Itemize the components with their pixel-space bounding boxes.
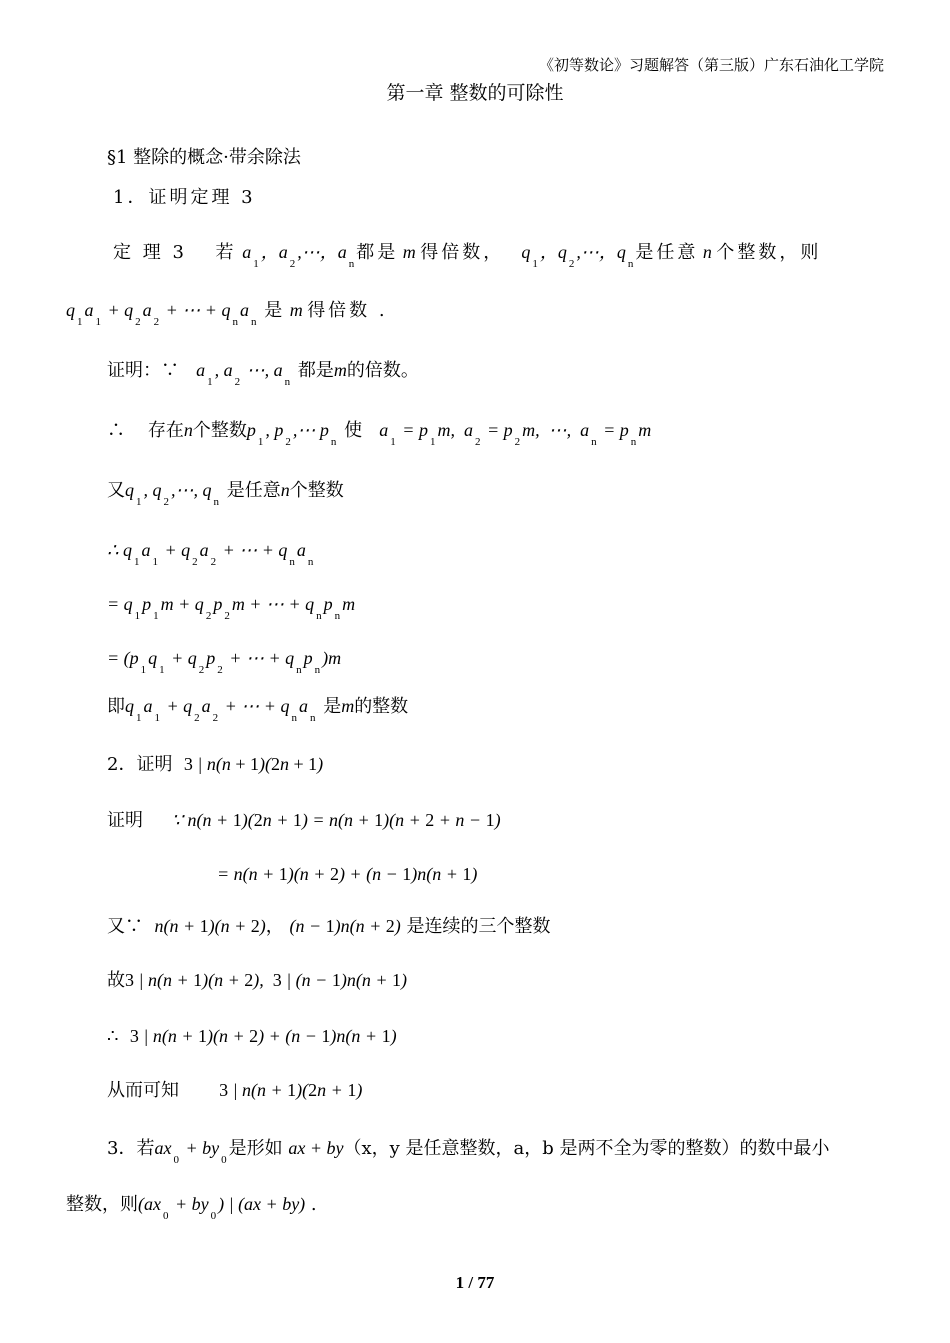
section-title: §1 整除的概念·带余除法 (107, 147, 301, 168)
proof-2-line-3: 又∵ n(n + 1)(n + 2)， (n − 1)n(n + 2) 是连续的三个整数 (107, 916, 551, 937)
conclusion-end: 是 (323, 696, 342, 717)
problem-3-text-2: （x，y 是任意整数，a，b 是两不全为零的整数）的数中最小 (343, 1138, 830, 1159)
proof-1-line-5: = $q_1p_1m + q_2p_2m$ + ⋯ + $q_np_nm$ (107, 594, 356, 622)
proof-2-therefore: ∴ (107, 1026, 119, 1047)
proof-1-line-7: 即$q_1a_1 + q_2a_2$ + ⋯ + $q_na_n$ 是m的整数 (107, 696, 409, 724)
problem-3-line-2: 整数，则$(ax_0 + by_0)$ | (ax + by) . (66, 1194, 317, 1222)
proof-2-line-1: 证明 ∵ n(n + 1)(2n + 1) = n(n + 1)(n + 2 + n − 1) (107, 810, 501, 831)
proof-1-line-2: ∴ 存在n个整数$p_1$, $p_2,\cdots$ $p_n$ 使 $a_1 = p_1m$, $a_2 = p_2m$, ⋯, $a_n = p_nm$ (107, 420, 652, 448)
consecutive: 是连续的三个整数 (406, 916, 551, 937)
chapter-title: 第一章 整数的可除性 (386, 82, 564, 104)
proof-1-line-4: ∴ $q_1a_1 + q_2a_2$ + ⋯ + $q_na_n$ (107, 540, 314, 568)
proof-2-hence: 故 (107, 970, 125, 991)
page-number: 1 / 77 (455, 1273, 495, 1292)
proof-2-line-4: 故3 | n(n + 1)(n + 2), 3 | (n − 1)n(n + 1) (107, 970, 407, 991)
theorem-int: 个整数，则 (716, 242, 822, 263)
proof-1-line-6: = ($p_1q_1 + q_2p_2$ + ⋯ + $q_np_n)m$ (107, 648, 342, 676)
proof-label: 证明：∵ (107, 360, 179, 381)
n-ints: 个整数 (192, 420, 247, 441)
problem-3-text-1: 是形如 (228, 1138, 283, 1159)
hence: 即 (107, 696, 125, 717)
proof-2-label: 证明 (107, 810, 143, 831)
theorem-any: 是任意 (635, 242, 699, 263)
proof-line-1-end: 都是 (297, 360, 334, 381)
proof-2-line-2: = n(n + 1)(n + 2) + (n − 1)n(n + 1) (217, 864, 478, 884)
proof-1-line-1: 证明：∵ $a_1$, $a_2$ ⋯, $a_n$ 都是m的倍数。 (107, 360, 419, 388)
proof-2-line-6: 从而可知 3 | n(n + 1)(2n + 1) (107, 1080, 363, 1101)
n-ints-end: 个整数 (289, 480, 344, 501)
proof-2-also: 又∵ (107, 916, 143, 937)
problem-3-text-3: 整数，则 (66, 1194, 138, 1215)
theorem-mult: 得倍数， (420, 242, 505, 263)
theorem-label: 定 理 3 (113, 242, 187, 263)
theorem-3-line-2: $q_1a_1 + q_2a_2$ + ⋯ + $q_na_n$ 是 m 得倍数 . (66, 300, 388, 328)
conclusion-end-2: 的整数 (354, 696, 409, 717)
problem-1-heading: 1．证明定理 3 (113, 187, 256, 208)
problem-3-line-1: 3．若$ax_0 + by_0$是形如 ax + by（x，y 是任意整数，a，b 是两不全为零的整数）的数中最小 (107, 1138, 830, 1166)
problem-2-heading-text: 2．证明 (107, 754, 173, 775)
problem-2-heading: 2．证明 3 | n(n + 1)(2n + 1) (107, 754, 324, 775)
proof-1-line-3: 又$q_1$, $q_2,\cdots$, $q_n$ 是任意n个整数 (107, 480, 344, 508)
theorem-end-2: 得倍数 . (307, 300, 388, 321)
therefore-exist: 存在 (147, 420, 184, 441)
theorem-end: 是 (264, 300, 286, 321)
theorem-mid: 都是 (356, 242, 399, 263)
make: 使 (344, 420, 363, 441)
proof-2-line-5: ∴ 3 | n(n + 1)(n + 2) + (n − 1)n(n + 1) (107, 1026, 397, 1047)
problem-3-heading: 3．若 (107, 1138, 155, 1159)
theorem-if: 若 (215, 242, 237, 263)
any-n: 是任意 (226, 480, 281, 501)
theorem-3-line-1: 定 理 3 若 $a_1$，$a_2,\cdots$，$a_n$都是 m 得倍数， $q_1$，$q_2,\cdots$，$q_n$是任意 n 个整数，则 (113, 242, 822, 270)
page-header: 《初等数论》习题解答（第三版）广东石油化工学院 (538, 56, 884, 74)
also: 又 (107, 480, 125, 501)
proof-line-1-end-2: 的倍数。 (346, 360, 419, 381)
conclude: 从而可知 (107, 1080, 179, 1101)
